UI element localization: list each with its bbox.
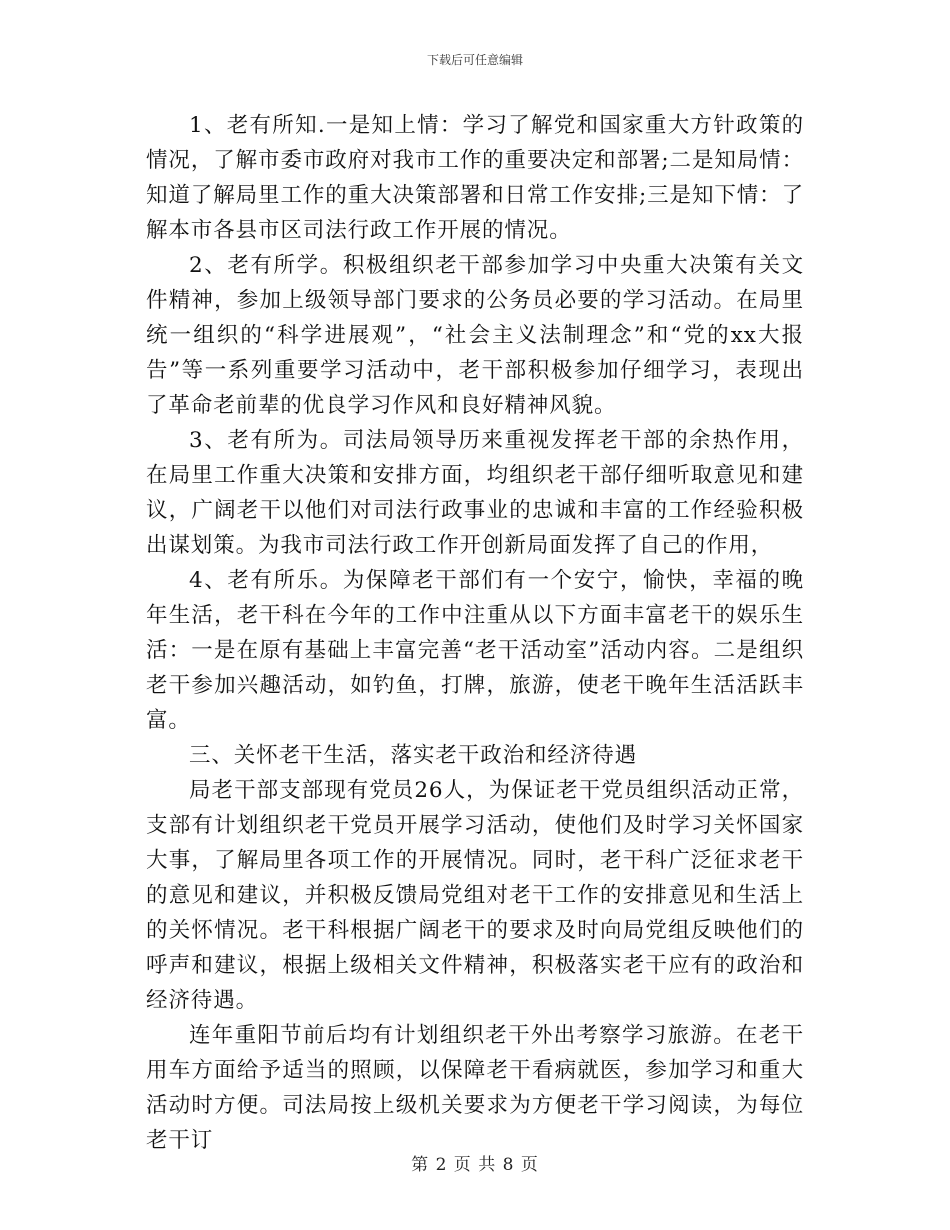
paragraph-3: 3、老有所为。司法局领导历来重视发挥老干部的余热作用，在局里工作重大决策和安排方面，均组织老干部仔细听取意见和建议，广阔老干以他们对司法行政事业的忠诚和丰富的工作经验积极出谋划策。为我市司法行政工作开创新局面发挥了自己的作用， bbox=[146, 428, 804, 558]
page-number: 第 2 页 共 8 页 bbox=[411, 1155, 539, 1175]
paragraph-1: 1、老有所知.一是知上情：学习了解党和国家重大方针政策的情况，了解市委市政府对我市工作的重要决定和部署;二是知局情：知道了解局里工作的重大决策部署和日常工作安排;三是知下情：了解本市各县市区司法行政工作开展的情况。 bbox=[146, 113, 804, 243]
paragraph-6: 连年重阳节前后均有计划组织老干外出考察学习旅游。在老干用车方面给予适当的照顾，以保障老干看病就医，参加学习和重大活动时方便。司法局按上级机关要求为方便老干学习阅读，为每位老干订 bbox=[146, 1023, 804, 1153]
page-header: 下载后可任意编辑 bbox=[426, 53, 523, 67]
paragraph-2: 2、老有所学。积极组织老干部参加学习中央重大决策有关文件精神，参加上级领导部门要求的公务员必要的学习活动。在局里统一组织的“科学进展观”，“社会主义法制理念”和“党的xx大报告”等一系列重要学习活动中，老干部积极参加仔细学习，表现出了革命老前辈的优良学习作风和良好精神风貌。 bbox=[146, 253, 804, 418]
document-body bbox=[146, 108, 804, 1158]
paragraph-4: 4、老有所乐。为保障老干部们有一个安宁，愉快，幸福的晚年生活，老干科在今年的工作中注重从以下方面丰富老干的娱乐生活：一是在原有基础上丰富完善“老干活动室”活动内容。二是组织老干参加兴趣活动，如钓鱼，打牌，旅游，使老干晚年生活活跃丰富。 bbox=[146, 568, 804, 733]
paragraph-5: 局老干部支部现有党员26人，为保证老干党员组织活动正常，支部有计划组织老干党员开展学习活动，使他们及时学习关怀国家大事，了解局里各项工作的开展情况。同时，老干科广泛征求老干的意见和建议，并积极反馈局党组对老干工作的安排意见和生活上的关怀情况。老干科根据广阔老干的要求及时向局党组反映他们的呼声和建议，根据上级相关文件精神，积极落实老干应有的政治和经济待遇。 bbox=[146, 778, 804, 1013]
section-heading: 三、关怀老干生活，落实老干政治和经济待遇 bbox=[189, 743, 638, 768]
